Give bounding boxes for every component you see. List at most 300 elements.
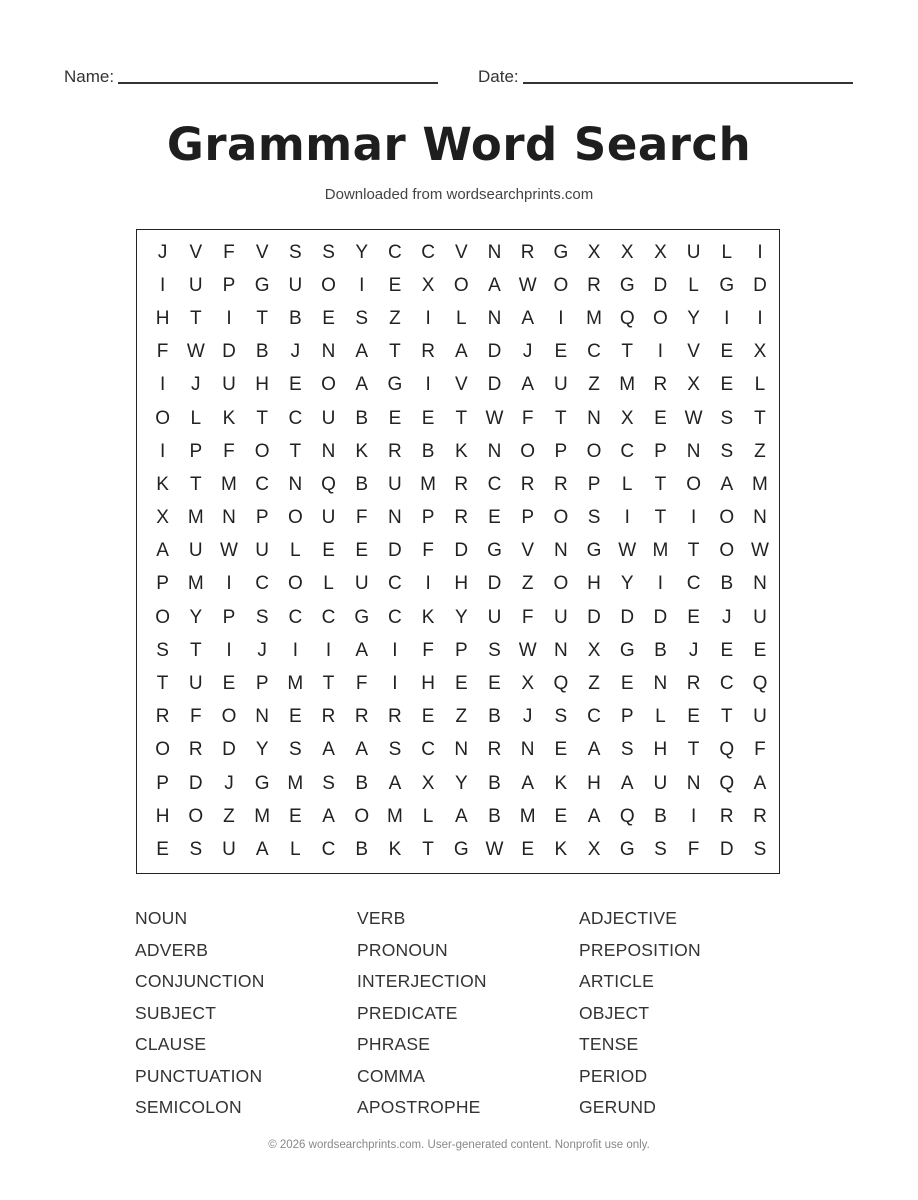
grid-cell[interactable]: E bbox=[753, 639, 767, 661]
grid-cell[interactable]: E bbox=[687, 606, 700, 628]
grid-cell[interactable]: R bbox=[686, 673, 701, 695]
grid-cell[interactable]: C bbox=[388, 241, 402, 263]
grid-cell[interactable]: N bbox=[753, 507, 767, 529]
grid-cell[interactable]: S bbox=[289, 241, 302, 263]
grid-cell[interactable]: N bbox=[686, 440, 701, 462]
grid-cell[interactable]: K bbox=[355, 440, 369, 462]
grid-cell[interactable]: X bbox=[654, 241, 667, 263]
grid-cell[interactable]: N bbox=[388, 507, 402, 529]
grid-cell[interactable]: T bbox=[720, 706, 733, 728]
grid-cell[interactable]: A bbox=[521, 307, 534, 329]
grid-cell[interactable]: Z bbox=[223, 805, 235, 827]
grid-cell[interactable]: E bbox=[620, 673, 634, 695]
grid-cell[interactable]: D bbox=[653, 274, 668, 296]
grid-cell[interactable]: G bbox=[354, 606, 370, 628]
grid-cell[interactable]: B bbox=[488, 805, 501, 827]
grid-cell[interactable]: S bbox=[388, 739, 402, 761]
grid-cell[interactable]: C bbox=[288, 407, 303, 429]
grid-cell[interactable]: E bbox=[488, 507, 501, 529]
grid-cell[interactable]: E bbox=[222, 673, 236, 695]
grid-cell[interactable]: X bbox=[421, 274, 435, 296]
grid-cell[interactable]: C bbox=[388, 573, 402, 595]
grid-cell[interactable]: O bbox=[553, 274, 569, 296]
grid-cell[interactable]: F bbox=[422, 639, 434, 661]
grid-cell[interactable]: A bbox=[521, 772, 534, 794]
grid-cell[interactable]: U bbox=[321, 507, 336, 529]
grid-cell[interactable]: Q bbox=[321, 473, 336, 495]
grid-cell[interactable]: X bbox=[521, 673, 534, 695]
grid-cell[interactable]: C bbox=[288, 606, 303, 628]
grid-cell[interactable]: N bbox=[653, 673, 668, 695]
grid-cell[interactable]: J bbox=[522, 706, 533, 728]
grid-cell[interactable]: S bbox=[255, 606, 269, 628]
grid-cell[interactable]: V bbox=[687, 341, 700, 363]
grid-cell[interactable]: Y bbox=[454, 772, 468, 794]
grid-cell[interactable]: T bbox=[654, 507, 667, 529]
grid-cell[interactable]: N bbox=[454, 739, 469, 761]
grid-cell[interactable]: E bbox=[554, 805, 568, 827]
grid-cell[interactable]: I bbox=[159, 440, 166, 462]
grid-cell[interactable]: L bbox=[323, 573, 334, 595]
grid-cell[interactable]: O bbox=[453, 274, 469, 296]
grid-cell[interactable]: J bbox=[290, 341, 301, 363]
grid-cell[interactable]: O bbox=[155, 739, 170, 761]
grid-cell[interactable]: Y bbox=[189, 606, 203, 628]
grid-cell[interactable]: S bbox=[753, 838, 767, 860]
grid-cell[interactable]: Y bbox=[255, 739, 269, 761]
grid-cell[interactable]: A bbox=[355, 739, 369, 761]
grid-cell[interactable]: P bbox=[454, 639, 468, 661]
grid-cell[interactable]: N bbox=[487, 241, 502, 263]
grid-cell[interactable]: S bbox=[322, 772, 335, 794]
grid-cell[interactable]: M bbox=[752, 473, 768, 495]
grid-cell[interactable]: T bbox=[422, 838, 434, 860]
grid-cell[interactable]: Y bbox=[687, 307, 700, 329]
grid-cell[interactable]: A bbox=[322, 805, 335, 827]
grid-cell[interactable]: R bbox=[454, 507, 469, 529]
grid-cell[interactable]: Z bbox=[521, 573, 534, 595]
grid-cell[interactable]: I bbox=[325, 639, 332, 661]
grid-cell[interactable]: G bbox=[453, 838, 469, 860]
grid-cell[interactable]: W bbox=[518, 639, 537, 661]
grid-cell[interactable]: E bbox=[289, 805, 302, 827]
grid-cell[interactable]: X bbox=[587, 639, 601, 661]
grid-cell[interactable]: C bbox=[421, 739, 435, 761]
grid-cell[interactable]: C bbox=[255, 473, 270, 495]
grid-cell[interactable]: D bbox=[222, 739, 236, 761]
grid-cell[interactable]: B bbox=[255, 341, 269, 363]
grid-cell[interactable]: J bbox=[722, 606, 732, 628]
grid-cell[interactable]: V bbox=[255, 241, 269, 263]
grid-cell[interactable]: I bbox=[757, 307, 763, 329]
grid-cell[interactable]: W bbox=[684, 407, 703, 429]
grid-cell[interactable]: O bbox=[254, 440, 270, 462]
grid-cell[interactable]: T bbox=[621, 341, 634, 363]
grid-cell[interactable]: M bbox=[420, 473, 436, 495]
grid-cell[interactable]: B bbox=[654, 639, 667, 661]
grid-cell[interactable]: N bbox=[255, 706, 270, 728]
grid-cell[interactable]: E bbox=[421, 407, 435, 429]
grid-cell[interactable]: E bbox=[388, 274, 402, 296]
grid-cell[interactable]: I bbox=[226, 639, 232, 661]
grid-cell[interactable]: X bbox=[620, 407, 634, 429]
grid-cell[interactable]: E bbox=[454, 673, 468, 695]
grid-cell[interactable]: O bbox=[287, 573, 303, 595]
grid-cell[interactable]: H bbox=[155, 307, 170, 329]
grid-cell[interactable]: K bbox=[222, 407, 236, 429]
grid-cell[interactable]: F bbox=[521, 606, 534, 628]
grid-cell[interactable]: A bbox=[521, 374, 534, 396]
grid-cell[interactable]: P bbox=[222, 606, 236, 628]
grid-cell[interactable]: C bbox=[321, 606, 336, 628]
grid-cell[interactable]: I bbox=[159, 274, 166, 296]
grid-cell[interactable]: Z bbox=[754, 440, 766, 462]
grid-cell[interactable]: C bbox=[719, 673, 734, 695]
grid-cell[interactable]: H bbox=[454, 573, 469, 595]
grid-cell[interactable]: T bbox=[189, 473, 202, 495]
grid-cell[interactable]: T bbox=[687, 739, 700, 761]
grid-cell[interactable]: L bbox=[754, 374, 766, 396]
grid-cell[interactable]: H bbox=[587, 573, 601, 595]
grid-cell[interactable]: P bbox=[654, 440, 667, 462]
grid-cell[interactable]: A bbox=[322, 739, 335, 761]
grid-cell[interactable]: B bbox=[355, 473, 369, 495]
grid-cell[interactable]: O bbox=[686, 473, 701, 495]
grid-cell[interactable]: R bbox=[487, 739, 502, 761]
grid-cell[interactable]: Q bbox=[719, 739, 735, 761]
grid-cell[interactable]: S bbox=[355, 307, 369, 329]
grid-cell[interactable]: P bbox=[222, 274, 236, 296]
grid-cell[interactable]: B bbox=[355, 772, 369, 794]
grid-cell[interactable]: Z bbox=[588, 673, 600, 695]
grid-cell[interactable]: O bbox=[221, 706, 237, 728]
grid-cell[interactable]: F bbox=[156, 341, 169, 363]
grid-cell[interactable]: D bbox=[487, 374, 502, 396]
grid-cell[interactable]: L bbox=[455, 307, 467, 329]
grid-cell[interactable]: I bbox=[657, 573, 664, 595]
grid-cell[interactable]: F bbox=[189, 706, 202, 728]
grid-cell[interactable]: L bbox=[290, 838, 301, 860]
grid-cell[interactable]: R bbox=[719, 805, 734, 827]
grid-cell[interactable]: K bbox=[388, 838, 402, 860]
grid-cell[interactable]: X bbox=[687, 374, 700, 396]
grid-cell[interactable]: W bbox=[518, 274, 537, 296]
grid-cell[interactable]: O bbox=[553, 573, 569, 595]
grid-cell[interactable]: U bbox=[388, 473, 402, 495]
grid-cell[interactable]: S bbox=[554, 706, 568, 728]
grid-cell[interactable]: F bbox=[223, 440, 235, 462]
grid-cell[interactable]: T bbox=[256, 307, 268, 329]
grid-cell[interactable]: U bbox=[487, 606, 502, 628]
grid-cell[interactable]: A bbox=[587, 805, 601, 827]
grid-cell[interactable]: L bbox=[655, 706, 666, 728]
grid-cell[interactable]: W bbox=[485, 407, 504, 429]
grid-cell[interactable]: C bbox=[421, 241, 435, 263]
grid-cell[interactable]: M bbox=[652, 540, 669, 562]
grid-cell[interactable]: S bbox=[720, 440, 734, 462]
grid-cell[interactable]: B bbox=[355, 838, 369, 860]
grid-cell[interactable]: T bbox=[256, 407, 268, 429]
grid-cell[interactable]: I bbox=[558, 307, 564, 329]
grid-cell[interactable]: Q bbox=[619, 307, 635, 329]
grid-cell[interactable]: W bbox=[220, 540, 238, 562]
grid-cell[interactable]: R bbox=[520, 473, 535, 495]
grid-cell[interactable]: V bbox=[454, 241, 468, 263]
grid-cell[interactable]: R bbox=[553, 473, 568, 495]
grid-cell[interactable]: G bbox=[719, 274, 735, 296]
grid-cell[interactable]: G bbox=[254, 772, 270, 794]
grid-cell[interactable]: F bbox=[223, 241, 235, 263]
grid-cell[interactable]: R bbox=[421, 341, 435, 363]
grid-cell[interactable]: Y bbox=[454, 606, 468, 628]
grid-cell[interactable]: D bbox=[454, 540, 469, 562]
grid-cell[interactable]: L bbox=[688, 274, 699, 296]
grid-cell[interactable]: G bbox=[619, 838, 635, 860]
grid-cell[interactable]: X bbox=[156, 507, 169, 529]
grid-cell[interactable]: A bbox=[753, 772, 767, 794]
grid-cell[interactable]: U bbox=[288, 274, 303, 296]
grid-cell[interactable]: K bbox=[554, 772, 568, 794]
grid-cell[interactable]: S bbox=[587, 507, 601, 529]
grid-cell[interactable]: I bbox=[292, 639, 298, 661]
grid-cell[interactable]: S bbox=[322, 241, 335, 263]
grid-cell[interactable]: N bbox=[487, 307, 502, 329]
grid-cell[interactable]: A bbox=[720, 473, 734, 495]
grid-cell[interactable]: Z bbox=[588, 374, 600, 396]
grid-cell[interactable]: J bbox=[224, 772, 234, 794]
grid-cell[interactable]: N bbox=[487, 440, 502, 462]
grid-cell[interactable]: U bbox=[188, 673, 203, 695]
grid-cell[interactable]: E bbox=[654, 407, 667, 429]
grid-cell[interactable]: O bbox=[719, 507, 735, 529]
grid-cell[interactable]: M bbox=[221, 473, 237, 495]
grid-cell[interactable]: L bbox=[621, 473, 633, 495]
grid-cell[interactable]: B bbox=[488, 772, 501, 794]
grid-cell[interactable]: I bbox=[624, 507, 630, 529]
grid-cell[interactable]: F bbox=[355, 507, 368, 529]
grid-cell[interactable]: I bbox=[392, 673, 398, 695]
grid-cell[interactable]: O bbox=[553, 507, 569, 529]
grid-cell[interactable]: P bbox=[255, 673, 269, 695]
grid-cell[interactable]: D bbox=[188, 772, 203, 794]
grid-cell[interactable]: D bbox=[587, 606, 601, 628]
grid-cell[interactable]: X bbox=[753, 341, 767, 363]
grid-cell[interactable]: Z bbox=[389, 307, 401, 329]
grid-cell[interactable]: J bbox=[688, 639, 699, 661]
grid-cell[interactable]: I bbox=[425, 374, 431, 396]
grid-cell[interactable]: C bbox=[620, 440, 635, 462]
grid-cell[interactable]: O bbox=[321, 274, 336, 296]
grid-cell[interactable]: O bbox=[155, 407, 170, 429]
grid-cell[interactable]: D bbox=[620, 606, 635, 628]
grid-cell[interactable]: A bbox=[355, 341, 369, 363]
grid-cell[interactable]: U bbox=[222, 838, 236, 860]
grid-cell[interactable]: G bbox=[254, 274, 270, 296]
grid-cell[interactable]: C bbox=[388, 606, 402, 628]
grid-cell[interactable]: G bbox=[553, 241, 569, 263]
grid-cell[interactable]: K bbox=[454, 440, 468, 462]
grid-cell[interactable]: F bbox=[355, 673, 368, 695]
grid-cell[interactable]: X bbox=[587, 241, 601, 263]
grid-cell[interactable]: M bbox=[619, 374, 636, 396]
grid-cell[interactable]: N bbox=[222, 507, 236, 529]
grid-cell[interactable]: W bbox=[186, 341, 205, 363]
grid-cell[interactable]: Q bbox=[553, 673, 569, 695]
grid-cell[interactable]: P bbox=[189, 440, 203, 462]
grid-cell[interactable]: U bbox=[255, 540, 270, 562]
grid-cell[interactable]: U bbox=[553, 606, 568, 628]
grid-cell[interactable]: A bbox=[156, 540, 169, 562]
grid-cell[interactable]: F bbox=[521, 407, 534, 429]
grid-cell[interactable]: B bbox=[355, 407, 369, 429]
grid-cell[interactable]: G bbox=[487, 540, 502, 562]
grid-cell[interactable]: N bbox=[587, 407, 601, 429]
grid-cell[interactable]: U bbox=[753, 606, 767, 628]
grid-cell[interactable]: P bbox=[156, 573, 169, 595]
grid-cell[interactable]: T bbox=[189, 307, 202, 329]
grid-cell[interactable]: E bbox=[488, 673, 501, 695]
grid-cell[interactable]: D bbox=[388, 540, 402, 562]
grid-cell[interactable]: R bbox=[354, 706, 369, 728]
grid-cell[interactable]: L bbox=[422, 805, 434, 827]
grid-cell[interactable]: R bbox=[587, 274, 601, 296]
grid-cell[interactable]: E bbox=[289, 374, 302, 396]
grid-cell[interactable]: I bbox=[425, 307, 431, 329]
grid-cell[interactable]: N bbox=[321, 341, 336, 363]
grid-cell[interactable]: O bbox=[188, 805, 204, 827]
grid-cell[interactable]: H bbox=[653, 739, 668, 761]
grid-cell[interactable]: P bbox=[156, 772, 169, 794]
grid-cell[interactable]: C bbox=[686, 573, 701, 595]
grid-cell[interactable]: D bbox=[487, 341, 502, 363]
grid-cell[interactable]: I bbox=[159, 374, 166, 396]
grid-cell[interactable]: A bbox=[587, 739, 601, 761]
grid-cell[interactable]: I bbox=[757, 241, 763, 263]
grid-cell[interactable]: S bbox=[654, 838, 667, 860]
grid-cell[interactable]: E bbox=[322, 540, 335, 562]
grid-cell[interactable]: A bbox=[488, 274, 501, 296]
grid-cell[interactable]: E bbox=[554, 341, 568, 363]
grid-cell[interactable]: T bbox=[687, 540, 700, 562]
grid-cell[interactable]: O bbox=[321, 374, 336, 396]
grid-cell[interactable]: N bbox=[553, 639, 568, 661]
grid-cell[interactable]: H bbox=[155, 805, 170, 827]
grid-cell[interactable]: Y bbox=[355, 241, 369, 263]
grid-cell[interactable]: A bbox=[454, 805, 468, 827]
grid-cell[interactable]: R bbox=[753, 805, 767, 827]
grid-cell[interactable]: I bbox=[392, 639, 398, 661]
grid-cell[interactable]: Q bbox=[752, 673, 768, 695]
grid-cell[interactable]: N bbox=[321, 440, 336, 462]
grid-cell[interactable]: P bbox=[521, 507, 534, 529]
grid-cell[interactable]: W bbox=[618, 540, 637, 562]
grid-cell[interactable]: E bbox=[720, 639, 734, 661]
grid-cell[interactable]: C bbox=[487, 473, 502, 495]
grid-cell[interactable]: M bbox=[586, 307, 602, 329]
grid-cell[interactable]: S bbox=[289, 739, 302, 761]
grid-cell[interactable]: T bbox=[754, 407, 766, 429]
grid-cell[interactable]: C bbox=[321, 838, 336, 860]
grid-cell[interactable]: R bbox=[520, 241, 535, 263]
grid-cell[interactable]: C bbox=[587, 341, 601, 363]
grid-cell[interactable]: O bbox=[520, 440, 536, 462]
grid-cell[interactable]: S bbox=[189, 838, 203, 860]
grid-cell[interactable]: O bbox=[586, 440, 602, 462]
grid-cell[interactable]: H bbox=[587, 772, 601, 794]
grid-cell[interactable]: X bbox=[421, 772, 435, 794]
grid-cell[interactable]: M bbox=[187, 507, 204, 529]
grid-cell[interactable]: D bbox=[719, 838, 734, 860]
grid-cell[interactable]: T bbox=[156, 673, 169, 695]
grid-cell[interactable]: H bbox=[421, 673, 435, 695]
grid-cell[interactable]: C bbox=[255, 573, 270, 595]
grid-cell[interactable]: K bbox=[421, 606, 435, 628]
grid-cell[interactable]: E bbox=[355, 540, 369, 562]
grid-cell[interactable]: D bbox=[487, 573, 502, 595]
grid-cell[interactable]: P bbox=[554, 440, 568, 462]
grid-cell[interactable]: G bbox=[387, 374, 403, 396]
grid-cell[interactable]: S bbox=[488, 639, 501, 661]
grid-cell[interactable]: P bbox=[620, 706, 634, 728]
grid-cell[interactable]: M bbox=[386, 805, 403, 827]
grid-cell[interactable]: J bbox=[522, 341, 533, 363]
grid-cell[interactable]: M bbox=[287, 673, 304, 695]
grid-cell[interactable]: T bbox=[455, 407, 468, 429]
grid-cell[interactable]: X bbox=[620, 241, 634, 263]
grid-cell[interactable]: U bbox=[188, 540, 203, 562]
grid-cell[interactable]: F bbox=[687, 838, 700, 860]
grid-cell[interactable]: Q bbox=[719, 772, 735, 794]
grid-cell[interactable]: N bbox=[686, 772, 701, 794]
grid-cell[interactable]: J bbox=[157, 241, 168, 263]
grid-cell[interactable]: E bbox=[388, 407, 402, 429]
grid-cell[interactable]: V bbox=[521, 540, 534, 562]
grid-cell[interactable]: E bbox=[554, 739, 568, 761]
grid-cell[interactable]: G bbox=[619, 639, 635, 661]
grid-cell[interactable]: L bbox=[290, 540, 301, 562]
grid-cell[interactable]: U bbox=[553, 374, 568, 396]
grid-cell[interactable]: E bbox=[322, 307, 335, 329]
grid-cell[interactable]: T bbox=[389, 341, 401, 363]
grid-cell[interactable]: E bbox=[687, 706, 700, 728]
grid-cell[interactable]: D bbox=[753, 274, 767, 296]
grid-cell[interactable]: V bbox=[189, 241, 203, 263]
grid-cell[interactable]: U bbox=[222, 374, 236, 396]
grid-cell[interactable]: F bbox=[754, 739, 766, 761]
grid-cell[interactable]: O bbox=[719, 540, 735, 562]
grid-cell[interactable]: R bbox=[653, 374, 668, 396]
grid-cell[interactable]: A bbox=[255, 838, 269, 860]
grid-cell[interactable]: R bbox=[388, 440, 402, 462]
grid-cell[interactable]: N bbox=[288, 473, 303, 495]
grid-cell[interactable]: I bbox=[690, 805, 697, 827]
grid-cell[interactable]: U bbox=[188, 274, 203, 296]
grid-cell[interactable]: Z bbox=[455, 706, 468, 728]
grid-cell[interactable]: K bbox=[554, 838, 568, 860]
grid-cell[interactable]: F bbox=[422, 540, 434, 562]
grid-cell[interactable]: O bbox=[155, 606, 170, 628]
grid-cell[interactable]: R bbox=[321, 706, 336, 728]
grid-cell[interactable]: R bbox=[454, 473, 469, 495]
grid-cell[interactable]: P bbox=[255, 507, 269, 529]
grid-cell[interactable]: P bbox=[587, 473, 601, 495]
grid-cell[interactable]: N bbox=[553, 540, 568, 562]
grid-cell[interactable]: P bbox=[421, 507, 435, 529]
grid-cell[interactable]: E bbox=[720, 374, 734, 396]
grid-cell[interactable]: J bbox=[191, 374, 201, 396]
grid-cell[interactable]: Q bbox=[619, 805, 635, 827]
grid-cell[interactable]: B bbox=[720, 573, 734, 595]
